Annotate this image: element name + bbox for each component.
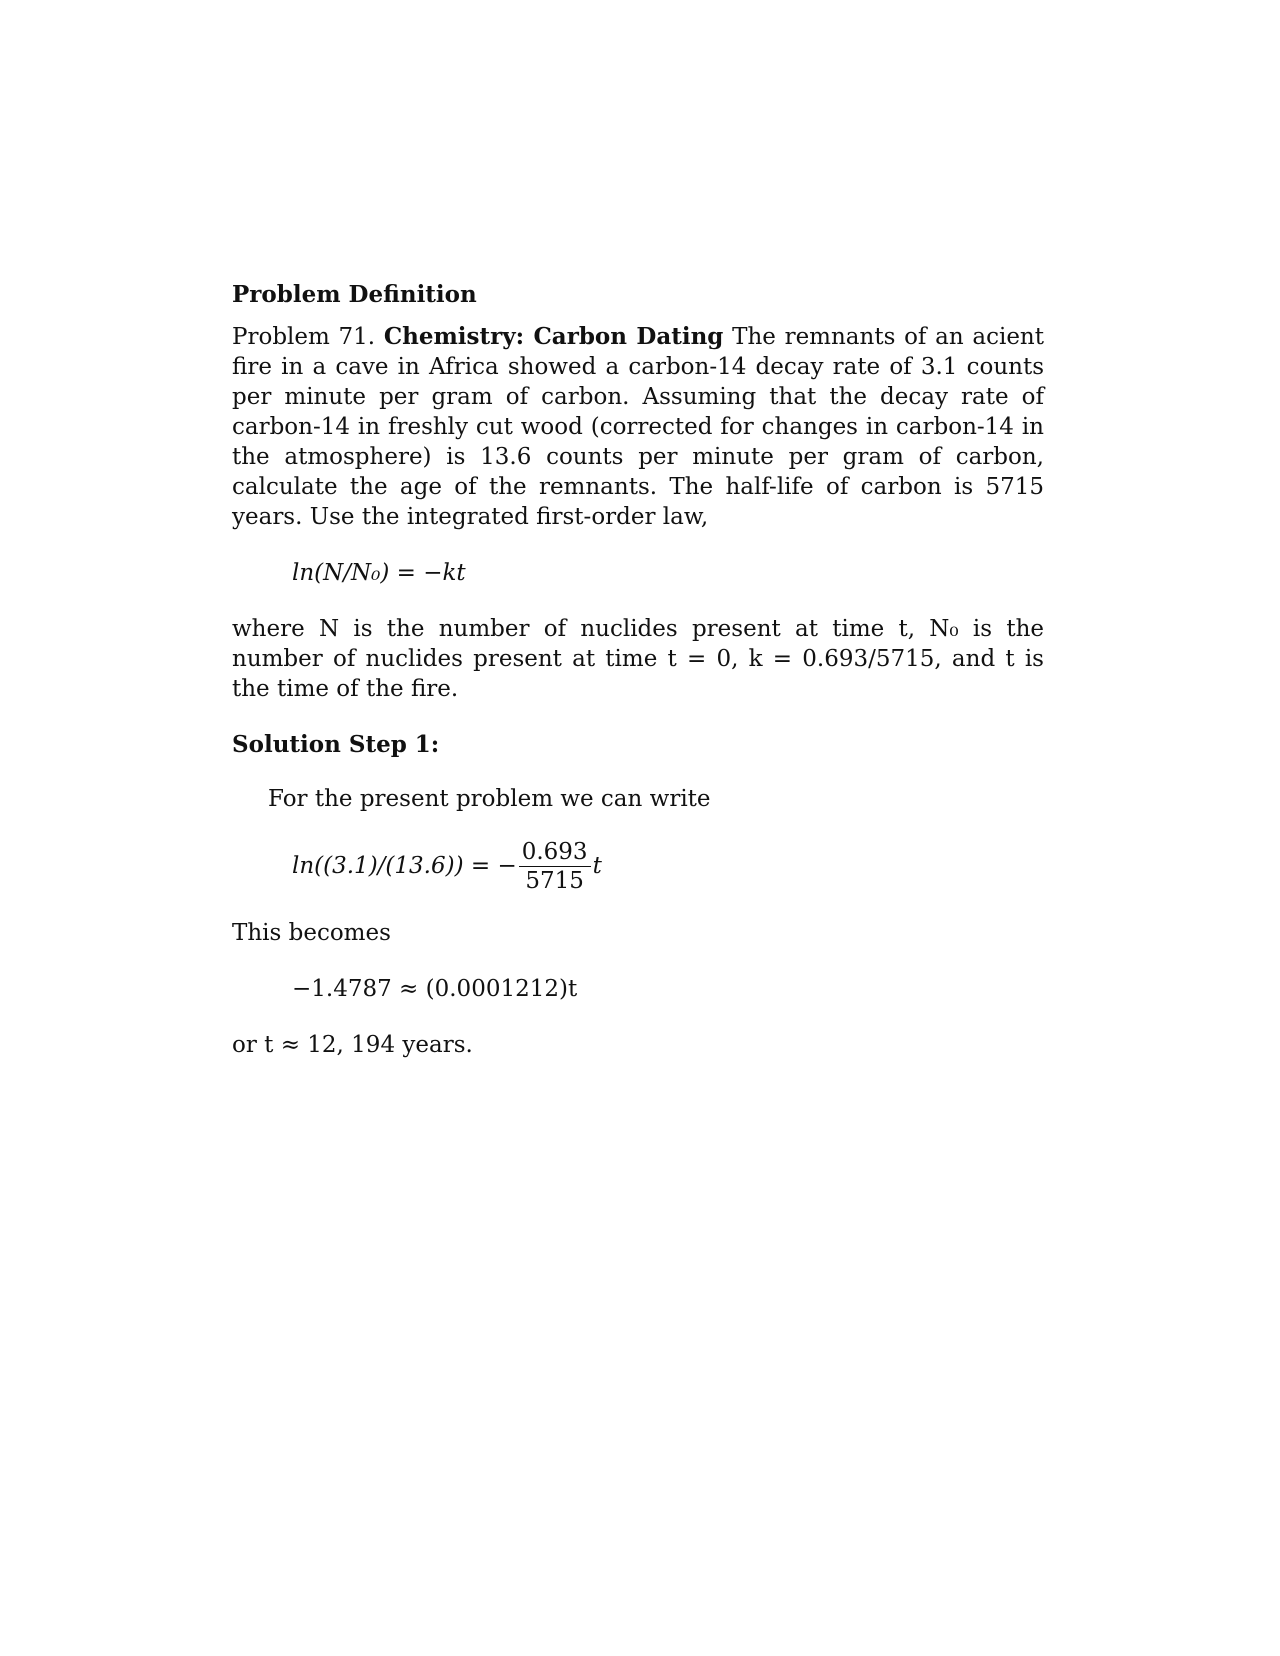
problem-number: Problem 71. — [232, 324, 384, 350]
problem-statement — [232, 322, 1044, 532]
equation-variable: t — [592, 853, 602, 879]
solution-intro: For the present problem we can write — [268, 786, 711, 812]
becomes-text: This becomes — [232, 920, 391, 946]
simplified-equation: −1.4787 ≈ (0.0001212)t — [292, 976, 578, 1002]
fraction-denominator: 5715 — [525, 867, 584, 894]
problem-heading: Problem Definition — [232, 281, 477, 308]
fraction-numerator: 0.693 — [519, 838, 591, 867]
problem-topic: Chemistry: Carbon Dating — [383, 323, 724, 350]
document-page — [232, 280, 1044, 1060]
where-text: where N is the number of nuclides present at time t, N₀ is the number of nuclides present at time t = 0, k = 0.693/5715, and t is the time of the fire. — [232, 616, 1044, 702]
law-equation: ln(N/N₀) = −kt — [292, 560, 466, 586]
solution-equation — [292, 834, 1044, 898]
solution-heading: Solution Step 1: — [232, 731, 440, 758]
fraction — [519, 838, 591, 895]
equation-lhs: ln((3.1)/(13.6)) = − — [292, 853, 517, 879]
final-result: or t ≈ 12, 194 years. — [232, 1032, 473, 1058]
problem-text: The remnants of an acient fire in a cave in Africa showed a carbon-14 decay rate of 3.1 counts per minute per gram of carbon. Assuming that the decay rate of carbon-14 in freshly cut wood (corrected for changes in carbon-14 in the atmosphere) is 13.6 counts per minute per gram of carbon, calculate the age of the remnants. The half-life of carbon is 5715 years. Use the integrated first-order law, — [232, 324, 1044, 530]
